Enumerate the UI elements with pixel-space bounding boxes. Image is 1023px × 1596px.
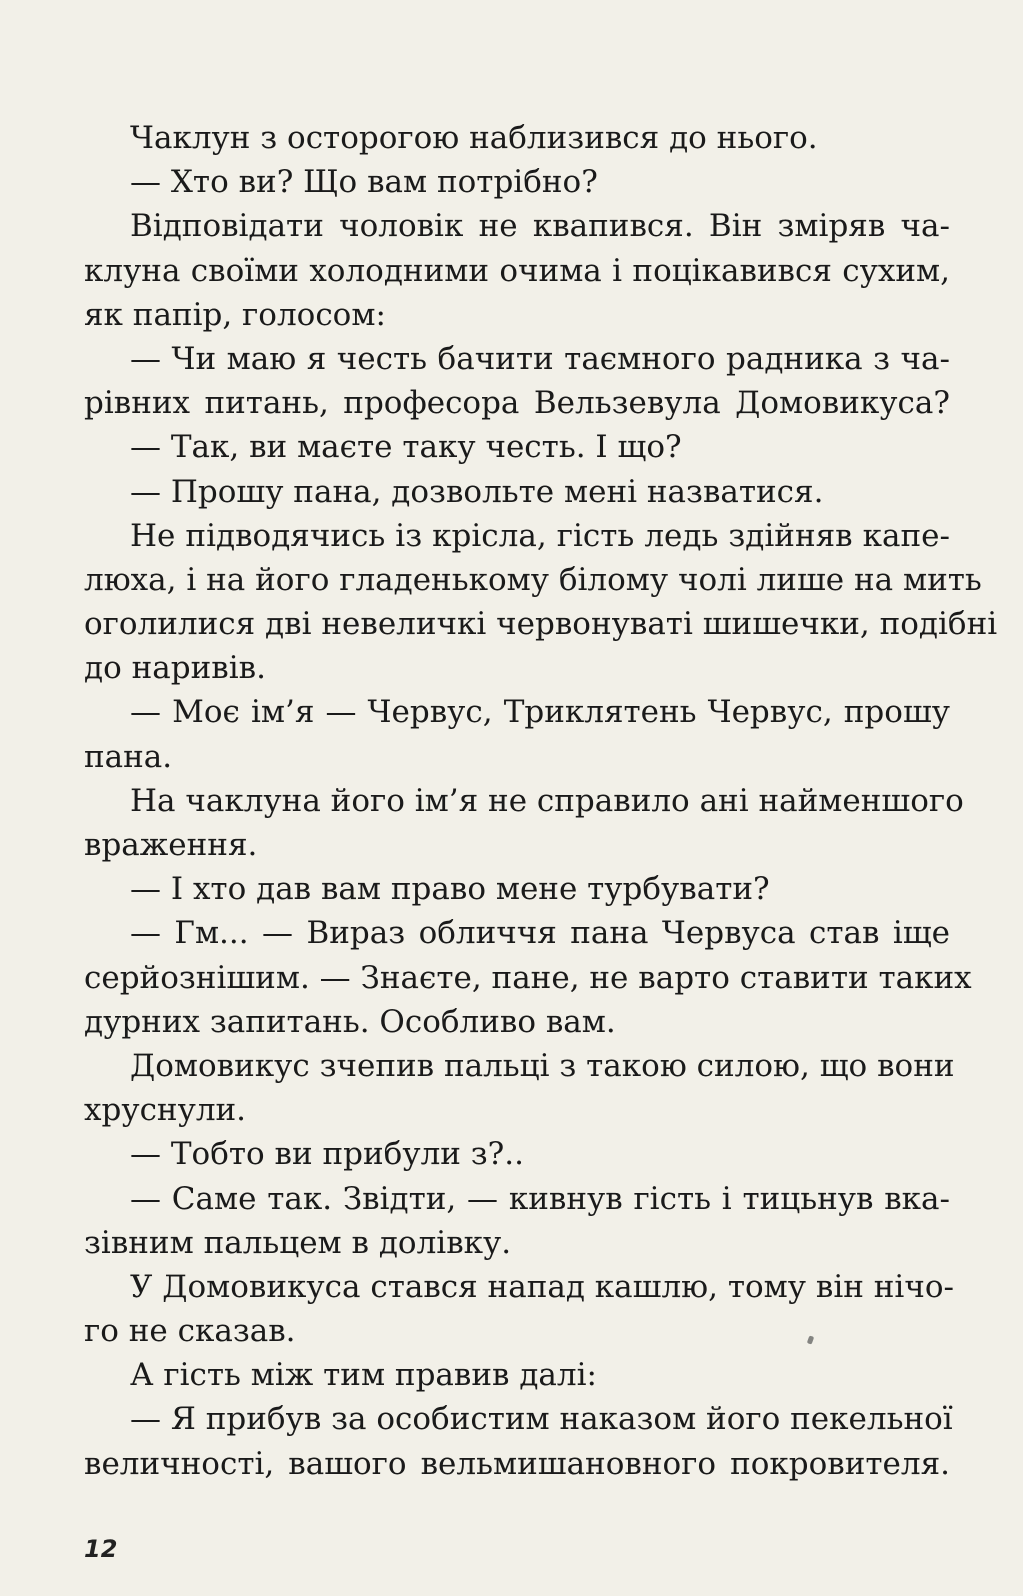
text-line: Домовикус зчепив пальці з такою силою, що вони xyxy=(130,1047,955,1084)
text-line: го не сказав. xyxy=(84,1313,296,1350)
text-line: — І хто дав вам право мене турбувати? xyxy=(130,871,770,908)
text-line: як папір, голосом: xyxy=(84,296,386,333)
text-line: люха, і на його гладенькому білому чолі лише на мить xyxy=(84,561,982,598)
text-line: — Моє ім’я — Червус, Триклятень Червус, прошу xyxy=(130,694,950,731)
text-line: клуна своїми холодними очима і поцікавився сухим, xyxy=(84,252,950,289)
text-line: — Хто ви? Що вам потрібно? xyxy=(130,164,598,201)
text-line: зівним пальцем в долівку. xyxy=(84,1224,512,1261)
text-line: — Так, ви маєте таку честь. І що? xyxy=(130,429,682,466)
text-line: до наривів. xyxy=(84,650,266,687)
page-number: 12 xyxy=(84,1535,118,1563)
text-line: величності, вашого вельмишановного покровителя. xyxy=(84,1445,950,1482)
text-line: дурних запитань. Особливо вам. xyxy=(84,1003,616,1040)
text-line: — Я прибув за особистим наказом його пекельної xyxy=(130,1401,953,1438)
text-line: — Прошу пана, дозвольте мені назватися. xyxy=(130,473,824,510)
text-line: — Тобто ви прибули з?.. xyxy=(130,1136,525,1173)
text-line: враження. xyxy=(84,827,258,863)
text-line: хруснули. xyxy=(84,1092,247,1129)
text-line: серйознішим. — Знаєте, пане, не варто ставити таких xyxy=(84,959,972,996)
text-line: — Чи маю я честь бачити таємного радника з ча- xyxy=(130,340,950,377)
text-line: Не підводячись із крісла, гість ледь здійняв капе- xyxy=(130,517,950,554)
text-line: Відповідати чоловік не квапився. Він зміряв ча- xyxy=(130,208,950,245)
text-line: пана. xyxy=(84,738,173,775)
text-line: рівних питань, професора Вельзевула Домовикуса? xyxy=(84,385,950,422)
text-line: Чаклун з осторогою наблизився до нього. xyxy=(130,120,818,156)
text-line: — Саме так. Звідти, — кивнув гість і тицьнув вка- xyxy=(130,1180,950,1217)
text-line: оголилися дві невеличкі червонуваті шишечки, подібні xyxy=(84,606,998,643)
page-text xyxy=(84,116,998,1486)
text-line: У Домовикуса стався напад кашлю, тому він нічо- xyxy=(130,1268,954,1305)
text-line: На чаклуна його ім’я не справило ані найменшого xyxy=(130,782,964,819)
text-line: А гість між тим правив далі: xyxy=(130,1357,597,1394)
text-line: — Гм... — Вираз обличчя пана Червуса став іще xyxy=(130,915,950,952)
